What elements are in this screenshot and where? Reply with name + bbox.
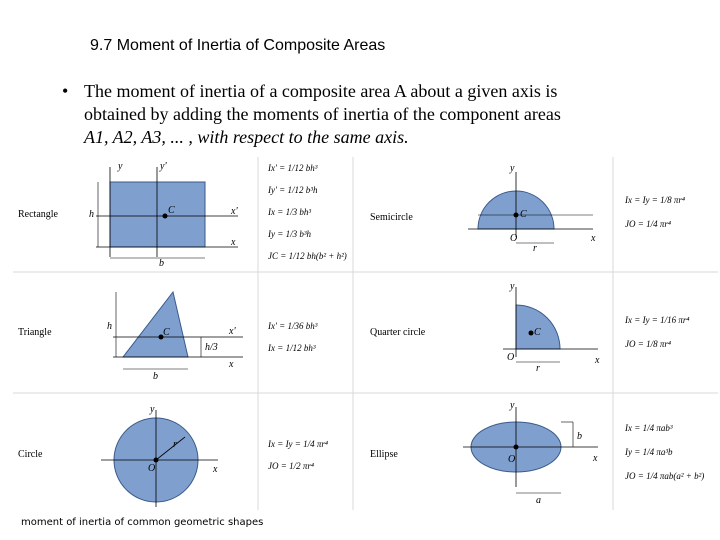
svg-text:O: O xyxy=(510,233,518,244)
quarter-circle-diagram xyxy=(503,281,600,374)
formula-rect-4: Iy = 1/3 b³h xyxy=(268,229,312,239)
shape-name-circle: Circle xyxy=(18,449,43,460)
svg-text:y': y' xyxy=(160,161,167,172)
semicircle-formulas xyxy=(624,195,685,229)
slide-title: 9.7 Moment of Inertia of Composite Areas xyxy=(90,37,386,54)
svg-text:b: b xyxy=(159,258,164,269)
svg-text:r: r xyxy=(173,439,177,450)
svg-text:x: x xyxy=(595,355,600,366)
formula-circle-1: Ix = Iy = 1/4 πr⁴ xyxy=(268,439,329,449)
formula-ellipse-3: JO = 1/4 πab(a² + b²) xyxy=(625,471,705,481)
formula-ellipse-1: Ix = 1/4 πab³ xyxy=(625,423,673,433)
formula-quarter-1: Ix = Iy = 1/16 πr⁴ xyxy=(625,315,690,325)
svg-text:O: O xyxy=(148,463,156,474)
ellipse-formulas xyxy=(624,423,704,481)
svg-text:b: b xyxy=(577,431,582,442)
formula-tri-2: Ix = 1/12 bh³ xyxy=(268,343,316,353)
bullet-dot: • xyxy=(62,81,69,101)
formula-rect-1: Ix' = 1/12 bh³ xyxy=(268,163,318,173)
svg-text:y: y xyxy=(510,163,515,174)
svg-text:r: r xyxy=(533,243,537,254)
rectangle-diagram xyxy=(89,161,238,269)
shape-name-ellipse: Ellipse xyxy=(370,449,398,460)
svg-text:h: h xyxy=(107,321,112,332)
svg-text:C: C xyxy=(163,327,170,338)
svg-text:x: x xyxy=(229,359,234,370)
shape-name-quarter-circle: Quarter circle xyxy=(370,327,426,338)
svg-text:a: a xyxy=(536,495,541,506)
svg-text:O: O xyxy=(508,454,516,465)
svg-text:C: C xyxy=(534,327,541,338)
figure-caption: moment of inertia of common geometric shapes xyxy=(21,517,264,528)
moment-of-inertia-table xyxy=(13,157,718,510)
formula-semi-1: Ix = Iy = 1/8 πr⁴ xyxy=(625,195,686,205)
svg-text:x: x xyxy=(213,464,218,475)
svg-text:y: y xyxy=(150,404,155,415)
formula-semi-2: JO = 1/4 πr⁴ xyxy=(625,219,671,229)
bullet-line-2: obtained by adding the moments of inertia of the component areas xyxy=(84,104,561,124)
svg-text:y: y xyxy=(510,281,515,292)
svg-text:h/3: h/3 xyxy=(205,342,218,353)
circle-formulas xyxy=(267,439,328,471)
svg-text:x': x' xyxy=(231,206,238,217)
triangle-diagram xyxy=(107,292,243,382)
formula-tri-1: Ix' = 1/36 bh³ xyxy=(268,321,318,331)
ellipse-diagram xyxy=(463,400,598,506)
formula-circle-2: JO = 1/2 πr⁴ xyxy=(268,461,314,471)
svg-text:C: C xyxy=(168,205,175,216)
semicircle-diagram xyxy=(468,163,596,254)
bullet-line-1: The moment of inertia of a composite area A about a given axis is xyxy=(84,81,558,101)
formula-ellipse-2: Iy = 1/4 πa³b xyxy=(625,447,673,457)
svg-text:y: y xyxy=(118,161,123,172)
triangle-formulas xyxy=(267,321,318,353)
svg-text:y: y xyxy=(510,400,515,411)
quarter-circle-formulas xyxy=(624,315,690,349)
formula-quarter-2: JO = 1/8 πr⁴ xyxy=(625,339,671,349)
bullet-text xyxy=(84,80,654,149)
svg-text:C: C xyxy=(520,209,527,220)
shape-name-triangle: Triangle xyxy=(18,327,52,338)
formula-rect-2: Iy' = 1/12 b³h xyxy=(268,185,318,195)
rectangle-formulas xyxy=(267,163,347,261)
svg-text:h: h xyxy=(89,209,94,220)
svg-text:b: b xyxy=(153,371,158,382)
formula-rect-3: Ix = 1/3 bh³ xyxy=(268,207,312,217)
svg-text:x: x xyxy=(231,237,236,248)
shape-name-semicircle: Semicircle xyxy=(370,212,413,223)
formula-rect-5: JC = 1/12 bh(b² + h²) xyxy=(268,251,347,261)
svg-text:O: O xyxy=(507,352,515,363)
svg-text:x: x xyxy=(593,453,598,464)
svg-text:r: r xyxy=(536,363,540,374)
circle-diagram xyxy=(101,404,218,507)
svg-text:x': x' xyxy=(229,326,236,337)
svg-text:x: x xyxy=(591,233,596,244)
shape-name-rectangle: Rectangle xyxy=(18,209,58,220)
bullet-line-3: A1, A2, A3, ... , with respect to the same axis. xyxy=(84,127,409,147)
